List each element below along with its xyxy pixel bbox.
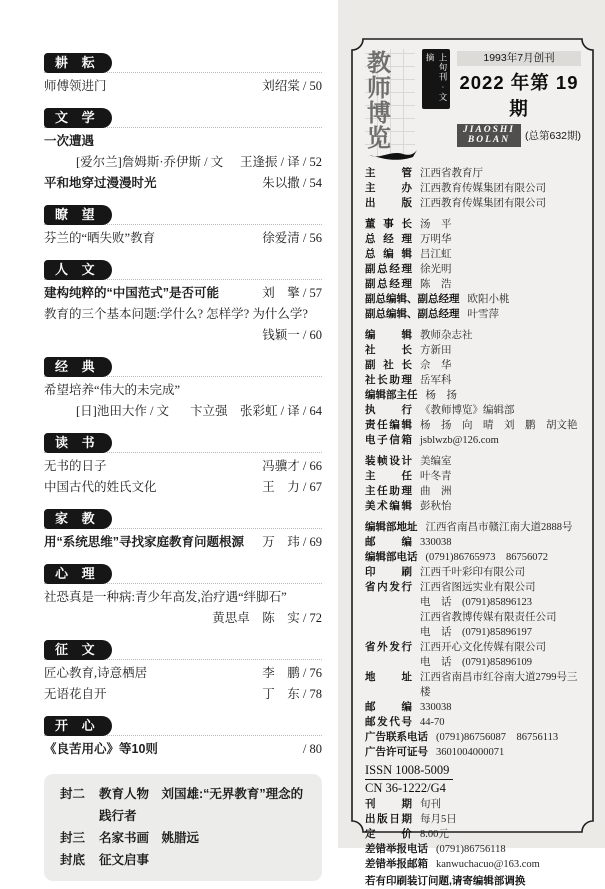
toc-section-header <box>44 105 322 128</box>
info-row <box>365 247 581 262</box>
toc-row <box>44 663 322 684</box>
toc-section-header <box>44 257 322 280</box>
info-value: 电 话 (0791)85896109 <box>420 657 532 668</box>
info-label: 广告联系电话 <box>365 731 428 743</box>
toc-author-page: 王逢振 / 译 / 52 <box>240 155 322 169</box>
info-value: 江西省教育厅 <box>420 168 483 179</box>
section-tab-label: 开 心 <box>44 716 112 736</box>
toc-row <box>44 76 322 97</box>
info-value: 彭秋怡 <box>420 501 452 512</box>
info-row <box>365 403 581 418</box>
info-label: 主任 <box>365 470 412 482</box>
info-label: 装帧设计 <box>365 455 412 467</box>
toc-section <box>44 561 322 629</box>
info-row <box>365 277 581 292</box>
toc-title: [爱尔兰]詹姆斯·乔伊斯 / 文 <box>76 155 224 169</box>
info-row <box>365 797 581 812</box>
info-label: 编辑部主任 <box>365 389 418 401</box>
logo-text-line2: 博览 <box>367 100 393 152</box>
toc-row <box>44 380 322 401</box>
info-label: 差错举报邮箱 <box>365 858 428 870</box>
logo-swoosh-icon <box>367 148 419 161</box>
masthead <box>365 49 581 157</box>
toc-section-header <box>44 430 322 453</box>
toc-title: 无书的日子 <box>44 459 107 473</box>
toc-section <box>44 50 322 97</box>
info-row <box>365 625 581 640</box>
info-label: 编辑 <box>365 329 412 341</box>
publication-info <box>365 166 581 889</box>
issue-block <box>457 49 581 147</box>
cn-number: CN 36-1222/G4 <box>365 781 446 795</box>
info-value: 江西开心文化传媒有限公司 <box>420 642 546 653</box>
toc-section-header <box>44 202 322 225</box>
info-value: 方新田 <box>420 345 452 356</box>
info-value: 3601004000071 <box>436 747 505 758</box>
info-value: 江西教育传媒集团有限公司 <box>420 198 546 209</box>
info-row <box>365 358 581 373</box>
info-label: 定价 <box>365 828 412 840</box>
info-value: 330038 <box>420 702 452 713</box>
toc-row <box>44 131 322 152</box>
romanized-title: JIAOSHI BOLAN <box>457 124 521 147</box>
info-row <box>365 307 581 322</box>
info-value: 叶雪萍 <box>467 309 499 320</box>
info-row <box>365 196 581 211</box>
toc-row <box>44 304 322 325</box>
info-label: 电子信箱 <box>365 434 412 446</box>
toc-section-header <box>44 50 322 73</box>
toc-section-header <box>44 354 322 377</box>
info-value: (0791)86756087 86756113 <box>436 732 559 743</box>
section-rows <box>44 131 322 194</box>
toc-author-page: 钱颖一 / 60 <box>262 328 322 342</box>
colophon-content <box>351 38 594 887</box>
info-value: 8.00元 <box>420 829 449 840</box>
cover-label: 封底 <box>60 853 86 867</box>
toc-author-page: 卞立强 张彩虹 / 译 / 64 <box>190 404 322 418</box>
info-row <box>365 857 581 872</box>
section-rows <box>44 283 322 346</box>
info-label: 刊期 <box>365 798 412 810</box>
info-label: 编辑部地址 <box>365 521 418 533</box>
info-value: (0791)86756118 <box>436 844 506 855</box>
info-label: 主任助理 <box>365 485 412 497</box>
cover-label: 封三 <box>60 831 86 845</box>
info-label: 总编辑 <box>365 248 412 260</box>
toc-section <box>44 105 322 194</box>
section-tab-label: 读 书 <box>44 433 112 453</box>
info-row <box>365 328 581 343</box>
issue-number: 2022 年第 19 期 <box>459 72 579 119</box>
toc-section <box>44 257 322 346</box>
info-label: 印刷 <box>365 566 412 578</box>
info-row <box>365 484 581 499</box>
info-label: 副社长 <box>365 359 412 371</box>
info-value: 44-70 <box>420 717 445 728</box>
info-label: 差错举报电话 <box>365 843 428 855</box>
toc-title: 中国古代的姓氏文化 <box>44 480 157 494</box>
founded-date: 1993年7月创刊 <box>457 51 581 66</box>
info-value: 吕江虹 <box>420 249 452 260</box>
info-row <box>365 640 581 655</box>
cover-row <box>60 849 306 871</box>
info-value: 陈 浩 <box>420 279 452 290</box>
toc-section <box>44 430 322 498</box>
info-value: 杨 扬 向 晴 刘 鹏 胡文艳 <box>420 420 578 431</box>
info-row <box>365 715 581 730</box>
info-row <box>365 388 581 403</box>
info-row <box>365 262 581 277</box>
info-value: 每月5日 <box>420 814 457 825</box>
toc-row <box>44 152 322 173</box>
info-row <box>365 700 581 715</box>
info-label: 地址 <box>365 671 412 683</box>
section-rows <box>44 76 322 97</box>
info-label: 主管 <box>365 167 412 179</box>
info-row <box>365 745 581 760</box>
toc-author-page: 万 玮 / 69 <box>262 535 322 549</box>
info-value: 万明华 <box>420 234 452 245</box>
info-label: 副总编辑、副总经理 <box>365 293 460 305</box>
section-tab-label: 人 文 <box>44 260 112 280</box>
info-row <box>365 373 581 388</box>
info-label: 省内发行 <box>365 581 412 593</box>
info-label: 社长助理 <box>365 374 412 386</box>
issn-number: ISSN 1008-5009 <box>365 762 453 780</box>
info-value: 《教师博览》编辑部 <box>420 405 515 416</box>
toc-author-page: 王 力 / 67 <box>262 480 322 494</box>
info-label: 责任编辑 <box>365 419 412 431</box>
info-label: 总经理 <box>365 233 412 245</box>
toc-row <box>44 587 322 608</box>
info-row <box>365 610 581 625</box>
covers-box <box>44 774 322 881</box>
info-row <box>365 433 581 448</box>
info-label: 广告许可证号 <box>365 746 428 758</box>
toc-title: 教育的三个基本问题:学什么? 怎样学? 为什么学? <box>44 307 308 321</box>
info-label: 主办 <box>365 182 412 194</box>
info-row <box>365 670 581 700</box>
info-label: 编辑部电话 <box>365 551 418 563</box>
section-tab-label: 征 文 <box>44 640 112 660</box>
section-tab-label: 家 教 <box>44 509 112 529</box>
toc-section <box>44 637 322 705</box>
info-value: 汤 平 <box>420 219 452 230</box>
toc-author-page: 刘 擎 / 57 <box>262 286 322 300</box>
info-value: 徐光明 <box>420 264 452 275</box>
toc-title: 一次遭遇 <box>44 134 95 148</box>
cover-text: 名家书画 姚腊远 <box>99 831 200 845</box>
info-label: 邮编 <box>365 701 412 713</box>
cover-label: 封二 <box>60 787 86 801</box>
toc-title: 匠心教育,诗意栖居 <box>44 666 148 680</box>
table-of-contents <box>44 50 322 881</box>
info-row <box>365 565 581 580</box>
toc-row <box>44 477 322 498</box>
info-label: 副总编辑、副总经理 <box>365 308 460 320</box>
toc-section-header <box>44 506 322 529</box>
info-label: 副总经理 <box>365 263 412 275</box>
section-tab-label: 文 学 <box>44 108 112 128</box>
toc-section <box>44 713 322 760</box>
toc-author-page: 冯骥才 / 66 <box>262 459 322 473</box>
toc-section <box>44 202 322 249</box>
info-row <box>365 418 581 433</box>
section-tab-label: 耕 耘 <box>44 53 112 73</box>
info-value: 佘 华 <box>420 360 452 371</box>
info-label: 美术编辑 <box>365 500 412 512</box>
info-label: 省外发行 <box>365 641 412 653</box>
section-rows <box>44 663 322 705</box>
info-row <box>365 499 581 514</box>
section-rows <box>44 228 322 249</box>
issn-block <box>365 760 581 780</box>
toc-title: [日]池田大作 / 文 <box>76 404 170 418</box>
magazine-logo <box>365 49 415 157</box>
cumulative-issue: (总第632期) <box>524 130 581 142</box>
info-row <box>365 730 581 745</box>
toc-section-header <box>44 637 322 660</box>
info-value: 电 话 (0791)85896123 <box>420 597 532 608</box>
toc-title: 平和地穿过漫漫时光 <box>44 176 157 190</box>
toc-title: 社恐真是一种病:青少年高发,治疗遇“绊脚石” <box>44 590 287 604</box>
section-rows <box>44 380 322 422</box>
info-value: (0791)86765973 86756072 <box>425 552 548 563</box>
edition-strip: 上旬刊·文摘 <box>422 49 450 109</box>
info-row <box>365 166 581 181</box>
toc-row <box>44 532 322 553</box>
info-row <box>365 217 581 232</box>
cover-row <box>60 783 306 827</box>
toc-author-page: / 80 <box>302 742 322 756</box>
toc-row <box>44 283 322 304</box>
cover-text: 教育人物 刘国雄:“无界教育”理念的践行者 <box>99 787 304 823</box>
toc-author-page: 丁 东 / 78 <box>262 687 322 701</box>
info-value: 江西省教博传媒有限责任公司 <box>420 612 557 623</box>
info-value: 330038 <box>420 537 452 548</box>
info-row <box>365 343 581 358</box>
info-row <box>365 842 581 857</box>
section-rows <box>44 587 322 629</box>
logo-text-line1: 教师 <box>367 50 393 102</box>
section-tab-label: 经 典 <box>44 357 112 377</box>
info-value: 江西省南昌市赣江南大道2888号 <box>425 522 573 533</box>
info-row <box>365 535 581 550</box>
info-label: 副总经理 <box>365 278 412 290</box>
info-value: 欧阳小桃 <box>467 294 510 305</box>
section-tab-label: 瞭 望 <box>44 205 112 225</box>
info-row <box>365 292 581 307</box>
toc-row <box>44 325 322 346</box>
toc-section-header <box>44 713 322 736</box>
toc-section <box>44 354 322 422</box>
info-label: 邮编 <box>365 536 412 548</box>
toc-row <box>44 739 322 760</box>
toc-row <box>44 401 322 422</box>
toc-row <box>44 608 322 629</box>
info-value: 江西千叶彩印有限公司 <box>420 567 525 578</box>
info-row <box>365 812 581 827</box>
info-value: kanwuchacuo@163.com <box>436 859 540 870</box>
toc-title: 用“系统思维”寻找家庭教育问题根源 <box>44 535 245 549</box>
info-value: 江西省南昌市红谷南大道2799号三楼 <box>420 672 578 698</box>
info-value: 叶冬青 <box>420 471 452 482</box>
info-label: 董事长 <box>365 218 412 230</box>
info-row <box>365 469 581 484</box>
info-row <box>365 580 581 595</box>
info-label: 出版日期 <box>365 813 412 825</box>
toc-title: 建构纯粹的“中国范式”是否可能 <box>44 286 220 300</box>
toc-title: 芬兰的“晒失败”教育 <box>44 231 156 245</box>
toc-row <box>44 456 322 477</box>
info-row <box>365 454 581 469</box>
info-value: 岳军科 <box>420 375 452 386</box>
info-value: 旬刊 <box>420 799 441 810</box>
info-row <box>365 595 581 610</box>
info-value: 教师杂志社 <box>420 330 473 341</box>
toc-title: 无语花自开 <box>44 687 107 701</box>
info-value: 电 话 (0791)85896197 <box>420 627 532 638</box>
section-tab-label: 心 理 <box>44 564 112 584</box>
cover-text: 征文启事 <box>99 853 150 867</box>
toc-author-page: 朱以撒 / 54 <box>262 176 322 190</box>
toc-section <box>44 506 322 553</box>
decorative-frame <box>351 38 594 887</box>
info-row <box>365 232 581 247</box>
toc-title: 希望培养“伟大的未完成” <box>44 383 181 397</box>
section-rows <box>44 456 322 498</box>
toc-row <box>44 173 322 194</box>
info-row <box>365 827 581 842</box>
info-value: 美编室 <box>420 456 452 467</box>
info-row <box>365 181 581 196</box>
toc-author-page: 刘绍棠 / 50 <box>262 79 322 93</box>
info-label: 出版 <box>365 197 412 209</box>
info-value: 曲 洲 <box>420 486 452 497</box>
info-value: 江西教育传媒集团有限公司 <box>420 183 546 194</box>
section-rows <box>44 532 322 553</box>
info-value: 江西省图远实业有限公司 <box>420 582 536 593</box>
info-label: 执行 <box>365 404 412 416</box>
toc-row <box>44 684 322 705</box>
info-row <box>365 520 581 535</box>
reprint-note: 若有印刷装订问题,请寄编辑部调换 <box>365 875 526 887</box>
toc-author-page: 李 鹏 / 76 <box>262 666 322 680</box>
info-row <box>365 655 581 670</box>
toc-author-page: 徐爱清 / 56 <box>262 231 322 245</box>
toc-row <box>44 228 322 249</box>
info-value: 杨 扬 <box>425 390 457 401</box>
colophon-panel <box>338 0 605 887</box>
section-rows <box>44 739 322 760</box>
info-value: jsblwzb@126.com <box>420 435 499 446</box>
toc-author-page: 黄思卓 陈 实 / 72 <box>212 611 322 625</box>
info-row <box>365 550 581 565</box>
cover-row <box>60 827 306 849</box>
info-label: 邮发代号 <box>365 716 412 728</box>
toc-title: 师傅领进门 <box>44 79 107 93</box>
toc-section-header <box>44 561 322 584</box>
info-label: 社长 <box>365 344 412 356</box>
toc-title: 《良苦用心》等10则 <box>44 742 158 756</box>
